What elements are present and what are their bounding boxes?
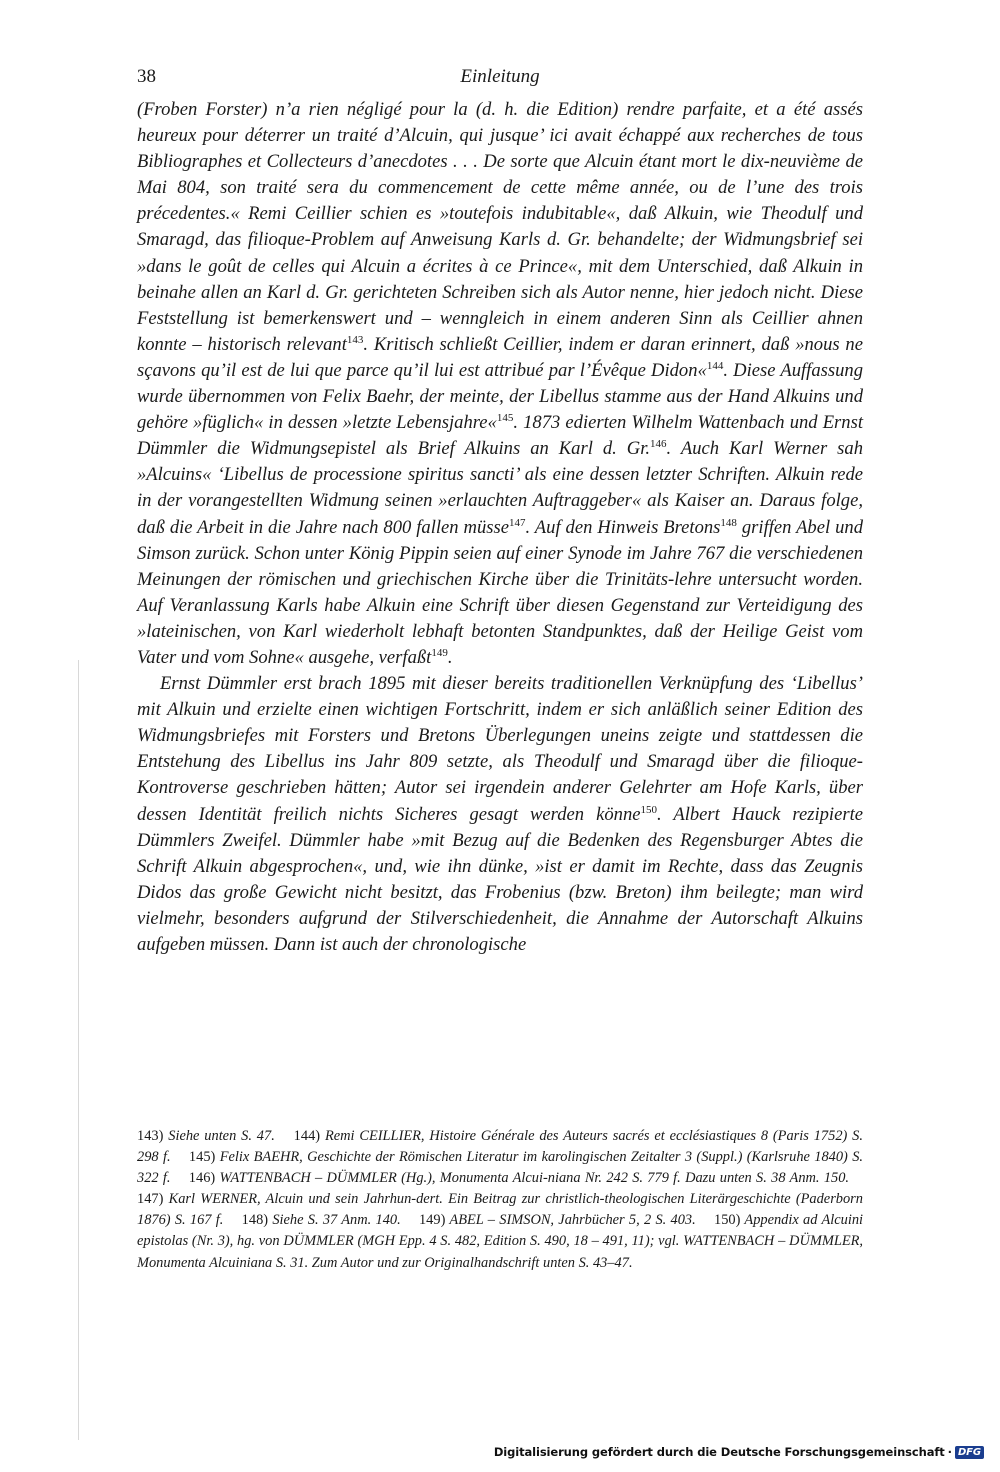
- footnote-text: Karl WERNER, Alcuin und sein Jahrhun-dert. Ein Beitrag zur christlich-theologischen Literärgeschichte (Paderborn 1876) S. 167 f.: [137, 1191, 863, 1229]
- paragraph-1: [137, 97, 863, 671]
- footnote-ref: 149: [431, 646, 448, 659]
- footnote-number: 147): [137, 1191, 164, 1208]
- dfg-logo-icon: DFG: [955, 1446, 984, 1459]
- text-run: . Auch Karl Werner sah »Alcuins« ‘Libellus de processione spiritus sancti’ als eine dessen letzter Schriften. Alkuin rede in der vorangestellten Widmung seinen »erlauchten Auftraggeber« als Kaiser an. Daraus folge, daß die Arbeit in die Jahre nach 800 fallen müsse: [137, 438, 863, 538]
- text-run: . Diese Auffassung wurde übernommen von Felix Baehr, der meinte, der Libellus stamme aus der Hand Alkuins und gehöre »füglich« in dessen »letzte Lebensjahre«: [137, 359, 863, 434]
- footnote-text: Remi CEILLIER, Histoire Générale des Auteurs sacrés et ecclésiastiques 8 (Paris 1752) S. 298 f.: [137, 1128, 863, 1166]
- body-text: [137, 97, 863, 958]
- text-run: (Froben Forster) n’a rien négligé pour la (d. h. die Edition) rendre parfaite, et a été assés heureux pour déterrer un traité d’Alcuin, qui jusque’ ici avait échappé aux recherches de tous Bibliographes et Collecteurs d’anecdotes . . . De sorte que Alcuin étant mort le dix-neuvième de Mai 804, son traité sera du commencement de cette même année, ou de l’une des trois précedentes.« Remi Ceillier schien es »toutefois indubitable«, daß Alkuin, wie Theodulf und Smaragd, das filioque-Problem auf Anweisung Karls d. Gr. behandelte; der Widmungsbrief sei »dans le goût de celles qui Alcuin a écrites à ce Prince«, mit dem Unterschied, daß Alkuin in beinahe allen an Karl d. Gr. gerichteten Schreiben sich als Autor nenne, hier jedoch nicht. Diese Feststellung ist bemerkenswert und – wenngleich in einem anderen Sinn als Ceillier ahnen konnte – historisch relevant: [137, 99, 863, 355]
- footnote-item: [137, 1128, 275, 1144]
- text-run: .: [447, 646, 453, 668]
- footnote-text: Appendix ad Alcuini epistolas (Nr. 3), hg. von DÜMMLER (MGH Epp. 4 S. 482, Edition S. 490, 18 – 491, 11); vgl. WATTENBACH – DÜMMLER, Monumenta Alcuiniana S. 31. Zum Autor und zur Originalhandschrift unten S. 43–47.: [137, 1212, 864, 1271]
- text-run: . 1873 edierten Wilhelm Wattenbach und Ernst Dümmler die Widmungsepistel als Brief Alkuins an Karl d. Gr.: [137, 412, 863, 460]
- running-head: Einleitung: [460, 66, 540, 87]
- text-run: Ernst Dümmler erst brach 1895 mit dieser bereits traditionellen Verknüpfung des ‘Libellus’ mit Alkuin und erzielte einen wichtigen Fortschritt, indem er sich anläßlich seiner Edition des Widmungsbriefes mit Forsters und Bretons Überlegungen uneins zeigte und stattdessen die Entstehung des Libellus ins Jahr 809 setzte, als Theodulf und Smaragd über die filioque-Kontroverse geschrieben hätten; Autor sei irgendein anderer Gelehrter am Hofe Karls, über dessen Identität freilich nichts Sicheres gesagt werden könne: [137, 673, 863, 825]
- dfg-credit: Digitalisierung gefördert durch die Deutsche Forschungsgemeinschaft · DFG: [494, 1445, 984, 1459]
- footnote-text: WATTENBACH – DÜMMLER (Hg.), Monumenta Alcui-niana Nr. 242 S. 779 f. Dazu unten S. 38 Anm. 150.: [219, 1170, 850, 1187]
- footnote-number: 144): [293, 1128, 321, 1144]
- text-run: . Kritisch schließt Ceillier, indem er daran erinnert, daß »nous ne sçavons qu’il est de lui que parce qu’il lui est attribué par l’Évêque Didon«: [137, 333, 863, 381]
- footnote-number: 143): [137, 1128, 164, 1144]
- footnote-text: ABEL – SIMSON, Jahrbücher 5, 2 S. 403.: [449, 1212, 696, 1229]
- footnote-number: 149): [418, 1212, 446, 1229]
- footnote-number: 150): [714, 1212, 741, 1229]
- footnote-text: Siehe unten S. 47.: [168, 1128, 275, 1144]
- footnote-number: 146): [188, 1170, 216, 1187]
- footnote-ref: 145: [496, 412, 514, 425]
- footnote-number: 145): [188, 1149, 216, 1166]
- footnote-ref: 147: [509, 516, 526, 529]
- footnote-text: Felix BAEHR, Geschichte der Römischen Literatur im karolingischen Zeitalter 3 (Suppl.) (Karlsruhe 1840) S. 322 f.: [137, 1149, 863, 1187]
- footnote-item: [189, 1170, 849, 1186]
- footnote-item: [242, 1212, 401, 1228]
- text-run: . Auf den Hinweis Bretons: [525, 516, 721, 538]
- footnote-item: [419, 1212, 696, 1228]
- credit-text: Digitalisierung gefördert durch die Deutsche Forschungsgemeinschaft: [493, 1445, 945, 1459]
- footnote-ref: 143: [346, 333, 364, 346]
- paragraph-2: [137, 671, 863, 958]
- page-number: 38: [137, 66, 156, 87]
- scan-margin-line: [78, 660, 79, 1440]
- footnote-number: 148): [241, 1212, 269, 1229]
- footnote-ref: 150: [640, 803, 658, 816]
- footnote-ref: 144: [706, 359, 724, 372]
- footnote-ref: 146: [650, 438, 667, 451]
- footnote-text: Siehe S. 37 Anm. 140.: [272, 1212, 401, 1229]
- text-run: . Albert Hauck rezipierte Dümmlers Zweifel. Dümmler habe »mit Bezug auf die Bedenken des Regensburger Abtes die Schrift Alkuin abgesprochen«, und, wie ihn dünke, »ist er damit im Rechte, dass das Zeugnis Didos das große Gewicht nicht besitzt, das Frobenius (bzw. Breton) ihm beilegte; man wird vielmehr, besonders aufgrund der Stilverschiedenheit, die Annahme der Autorschaft Alkuins aufgeben müssen. Dann ist auch der chronologische: [137, 803, 863, 955]
- footnotes: [137, 1126, 863, 1274]
- text-run: griffen Abel und Simson zurück. Schon unter König Pippin seien auf einer Synode im Jahre 767 die verschiedenen Meinungen der römischen und griechischen Kirche über die Trinitäts-lehre untersucht worden. Auf Veranlassung Karls habe Alkuin eine Schrift über diesen Gegenstand zur Verteidigung des »lateinischen, von Karl wiederholt lebhaft betonten Standpunktes, daß der Heilige Geist vom Vater und vom Sohne« ausgehe, verfaßt: [137, 516, 863, 668]
- footnote-ref: 148: [720, 516, 737, 529]
